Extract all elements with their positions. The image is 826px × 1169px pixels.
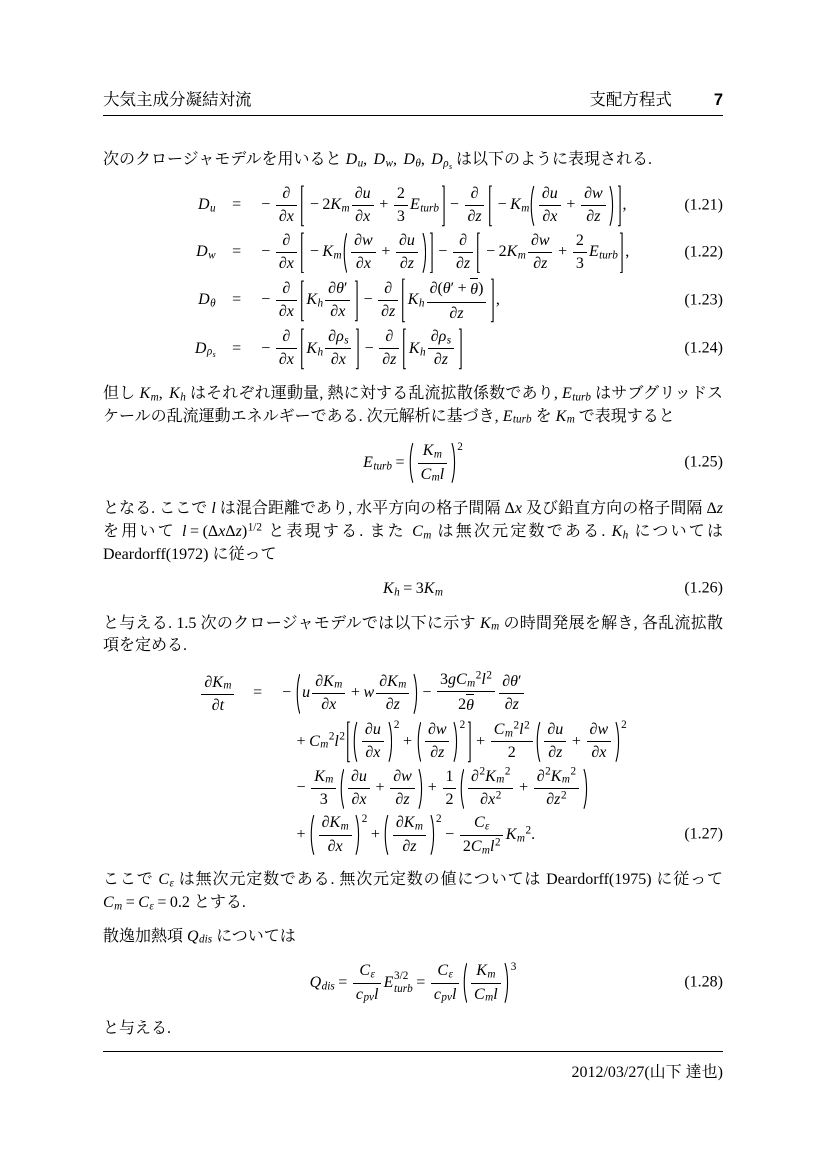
equation-rhs: − ∂ ∂ x K h ∂ ρ s ∂ x − ∂ ∂ z K h ∂ ρ s ∂ z — [258, 328, 464, 370]
equation-rhs: − ∂ ∂ x − K m ∂ w ∂ x + ∂ u ∂ z − ∂ ∂ z − 2 K m ∂ w ∂ z + $\frac{2}{3}$ E t u r b , — [261, 231, 630, 272]
equation-lhs: D w — [196, 243, 216, 262]
paragraph: 散逸加熱項 Q d i s については — [103, 927, 296, 946]
document-page — [103, 0, 723, 1169]
equation-number: (1.23) — [684, 291, 723, 309]
equation-array — [103, 671, 723, 856]
inline-math: K m — [555, 407, 575, 426]
equation-rhs: − u ∂ K m ∂ x + w ∂ K m ∂ z − 3 g C m 2 l 2 2 θ ∂ θ ′ ∂ z — [279, 671, 527, 716]
equation-number: (1.24) — [684, 339, 723, 357]
display-equation — [103, 580, 723, 598]
inline-math: K m , K h — [139, 384, 186, 404]
equation-body: K h = 3 K m — [383, 580, 443, 599]
inline-math: K m — [480, 614, 500, 633]
equation-array-grid — [103, 185, 723, 370]
inline-math: Δ z — [706, 500, 723, 518]
equation-number: (1.28) — [684, 973, 723, 991]
paragraph: ここで C ε は無次元定数である. 無次元定数の値については Deardorff(1975) に従って C m = C ε = 0 . 2 とする. — [103, 871, 723, 913]
inline-math: E t u r b — [502, 407, 532, 426]
inline-math: K h — [611, 522, 629, 542]
display-equation — [103, 962, 723, 1004]
paragraph: と与える. 1.5 次のクロージャモデルでは以下に示す K m の時間発展を解き, 各乱流拡散項を定める. — [103, 614, 723, 655]
paragraph: 次のクロージャモデルを用いると D u , D w , D θ , D ρ s は以下のように表現される. — [103, 151, 652, 171]
header-section-title: 支配方程式 — [589, 91, 672, 109]
equation-rhs: − K m 3 ∂ u ∂ x + ∂ w ∂ z + $\frac{1}{2}$ ∂ 2 K m 2 ∂ x 2 + ∂ 2 K m 2 ∂ z 2 — [279, 768, 589, 810]
paragraph: 但し K m , K h はそれぞれ運動量, 熱に対する乱流拡散係数であり, E t u r b はサブグリッドスケールの乱流運動エネルギーである. 次元解析に基づき, E t u r b を K m で表現すると — [103, 384, 723, 426]
inline-math: E t u r b — [562, 384, 591, 404]
content-area — [103, 116, 723, 1041]
equation-number: (1.25) — [684, 453, 723, 471]
header-page-number: 7 — [713, 91, 723, 109]
inline-math: C m = C ε = 0 . 2 — [103, 893, 190, 913]
equation-lhs: D ρ s — [194, 339, 216, 360]
inline-math: l — [211, 500, 216, 518]
equation-rhs: − ∂ ∂ x − 2 K m ∂ u ∂ x + $\frac{2}{3}$ E t u r b − ∂ ∂ z − K m ∂ u ∂ x + ∂ w ∂ z , — [261, 184, 627, 226]
equation-number: (1.21) — [684, 196, 723, 214]
equation-number: (1.27) — [684, 825, 723, 843]
page-header — [103, 0, 723, 116]
equation-relation: = — [232, 291, 242, 309]
header-left-title: 大気主成分凝結対流 — [103, 91, 252, 109]
equation-rhs: + C m 2 l 2 ∂ u ∂ x 2 + ∂ w ∂ z 2 + C m 2 l 2 2 ∂ u ∂ z + ∂ w ∂ x 2 — [296, 718, 627, 762]
equation-array — [103, 185, 723, 370]
inline-math: Q d i s — [187, 927, 213, 946]
equation-array-grid — [103, 671, 723, 856]
equation-lhs: ∂ K m ∂ t — [199, 672, 236, 716]
equation-lhs: D u — [198, 196, 216, 215]
equation-relation: = — [253, 684, 263, 702]
equation-lhs: D θ — [198, 291, 216, 310]
header-right-group — [589, 86, 723, 110]
equation-relation: = — [232, 196, 242, 214]
equation-rhs: − ∂ ∂ x K h ∂ θ ′ ∂ x − ∂ ∂ z K h ∂ ( θ ′ + θ ) ∂ z , — [261, 279, 500, 322]
paragraph: となる. ここで l は混合距離であり, 水平方向の格子間隔 Δ x 及び鉛直方向の格子間隔 Δ z を用いて l = ( Δ x Δ z ) 1 / 2 と表現する. また C m は無次元定数である. K h については Deardorff(1972) に従って — [103, 500, 723, 563]
equation-relation: = — [232, 243, 242, 261]
equation-body: E t u r b = K m C m l 2 — [363, 440, 463, 485]
equation-number: (1.22) — [684, 243, 723, 261]
inline-math: C ε — [158, 871, 174, 890]
equation-number: (1.26) — [684, 580, 723, 598]
equation-rhs: + ∂ K m ∂ x 2 + ∂ K m ∂ z 2 − C ε 2 C m l 2 K m 2 . — [296, 812, 536, 857]
page-footer — [103, 1051, 723, 1082]
footer-date-author: 2012/03/27(山下 達也) — [571, 1064, 723, 1081]
equation-relation: = — [232, 339, 242, 357]
display-equation — [103, 442, 723, 484]
inline-math: C m — [412, 522, 432, 542]
inline-math: D u , D w , D θ , D ρ s — [345, 151, 452, 171]
inline-math: l = ( Δ x Δ z ) 1 / 2 — [182, 520, 262, 540]
equation-body: Q d i s = C ε c p v l E 3 / 2 t u r b = C ε c p v l K m C m l 3 — [309, 960, 517, 1005]
paragraph: と与える. — [103, 1020, 172, 1038]
inline-math: Δ x — [504, 500, 522, 518]
